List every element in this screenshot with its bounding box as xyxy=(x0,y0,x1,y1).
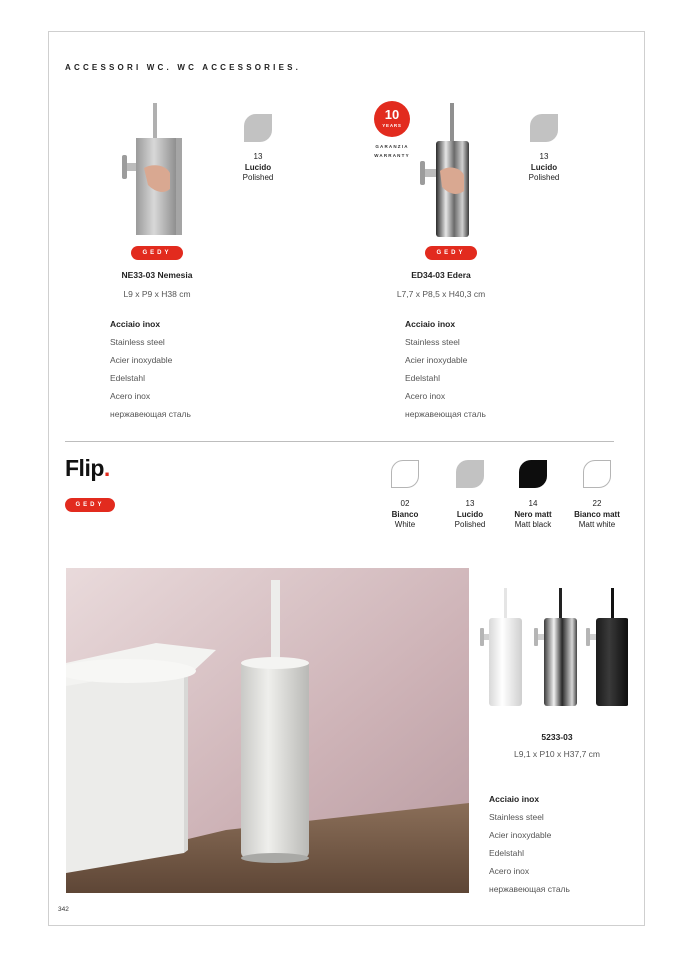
flip-finish-label-22: 22 Bianco matt Matt white xyxy=(574,499,620,529)
nemesia-finish-swatch xyxy=(244,114,272,142)
flip-code: 5233-03 xyxy=(541,732,573,742)
material-line: Stainless steel xyxy=(489,812,544,822)
nemesia-brand-badge: GEDY xyxy=(131,246,183,260)
nemesia-finish-label: 13 Lucido Polished xyxy=(242,152,274,182)
edera-finish-swatch xyxy=(530,114,558,142)
material-title: Acciaio inox xyxy=(405,319,456,329)
material-line: Acier inoxydable xyxy=(489,830,552,840)
warranty-text: GARANZIA WARRANTY xyxy=(374,144,410,158)
edera-dims: L7,7 x P8,5 x H40,3 cm xyxy=(396,289,486,299)
flip-finish-label-14: 14 Nero matt Matt black xyxy=(514,499,552,529)
nemesia-materials xyxy=(110,315,191,423)
flip-finish-swatch-02 xyxy=(391,460,419,488)
edera-materials xyxy=(405,315,486,423)
edera-finish-label: 13 Lucido Polished xyxy=(528,152,560,182)
flip-dims: L9,1 x P10 x H37,7 cm xyxy=(514,749,600,759)
flip-finish-label-13: 13 Lucido Polished xyxy=(454,499,486,529)
material-line: Edelstahl xyxy=(405,373,440,383)
material-line: нержавеющая сталь xyxy=(405,409,486,419)
material-line: Acier inoxydable xyxy=(405,355,468,365)
material-line: Stainless steel xyxy=(110,337,165,347)
material-line: Edelstahl xyxy=(110,373,145,383)
flip-finish-swatch-13 xyxy=(456,460,484,488)
material-line: Acero inox xyxy=(405,391,446,401)
material-line: нержавеющая сталь xyxy=(489,884,570,894)
nemesia-product-image xyxy=(118,103,198,238)
page-number: 342 xyxy=(58,906,69,913)
flip-variants-image xyxy=(478,588,628,708)
flip-materials xyxy=(489,790,570,898)
nemesia-code: NE33-03 Nemesia xyxy=(121,270,193,280)
material-line: Edelstahl xyxy=(489,848,524,858)
section-divider xyxy=(65,441,614,442)
collection-title: Flip. xyxy=(65,455,110,481)
section-title: ACCESSORI WC. WC ACCESSORIES. xyxy=(65,63,302,72)
flip-finish-swatch-14 xyxy=(519,460,547,488)
flip-finish-swatch-22 xyxy=(583,460,611,488)
material-line: Acier inoxydable xyxy=(110,355,173,365)
material-line: Stainless steel xyxy=(405,337,460,347)
edera-product-image xyxy=(412,103,482,238)
material-line: Acero inox xyxy=(110,391,151,401)
material-line: Acero inox xyxy=(489,866,530,876)
warranty-badge: 10 YEARS xyxy=(374,101,410,137)
flip-room-photo xyxy=(66,568,469,893)
nemesia-dims: L9 x P9 x H38 cm xyxy=(123,289,191,299)
flip-brand-badge: GEDY xyxy=(65,498,115,512)
material-title: Acciaio inox xyxy=(489,794,540,804)
edera-code: ED34-03 Edera xyxy=(411,270,471,280)
material-line: нержавеющая сталь xyxy=(110,409,191,419)
flip-finish-label-02: 02 Bianco White xyxy=(391,499,419,529)
edera-brand-badge: GEDY xyxy=(425,246,477,260)
material-title: Acciaio inox xyxy=(110,319,161,329)
